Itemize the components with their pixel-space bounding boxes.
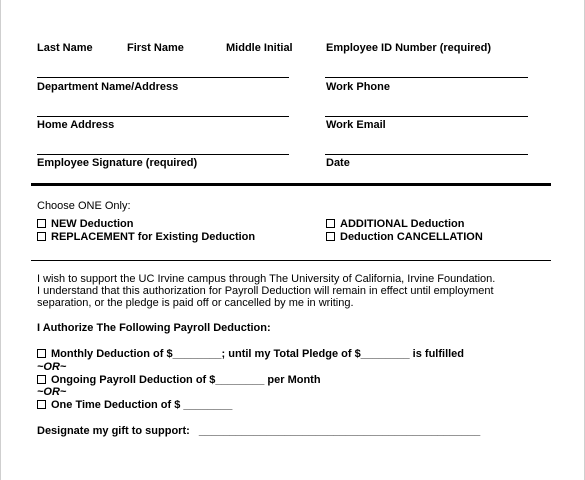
- option-label: Ongoing Payroll Deduction of $________ per Month: [51, 374, 321, 386]
- work-email-label: Work Email: [326, 119, 386, 131]
- statement-line-2: I understand that this authorization for Payroll Deduction will remain in effect until employment: [37, 285, 494, 297]
- last-name-label: Last Name: [37, 42, 93, 54]
- name-input-line[interactable]: [37, 77, 289, 78]
- option-label: Monthly Deduction of $________; until my Total Pledge of $________ is fulfilled: [51, 348, 465, 360]
- checkbox-icon[interactable]: [37, 400, 46, 409]
- authorize-heading: I Authorize The Following Payroll Deduction:: [37, 322, 271, 334]
- section-divider-thin: [31, 260, 551, 261]
- option-one-time-deduction[interactable]: [37, 399, 232, 411]
- page-left-edge: [0, 0, 1, 480]
- option-new-deduction[interactable]: [37, 218, 134, 230]
- checkbox-icon[interactable]: [326, 232, 335, 241]
- checkbox-icon[interactable]: [37, 232, 46, 241]
- checkbox-icon[interactable]: [326, 219, 335, 228]
- home-address-input-line[interactable]: [37, 154, 289, 155]
- statement-line-3: separation, or the pledge is paid off or cancelled by me in writing.: [37, 297, 354, 309]
- section-divider-thick: [31, 183, 551, 186]
- employee-id-label: Employee ID Number (required): [326, 42, 492, 54]
- designate-gift-label: Designate my gift to support:: [37, 425, 190, 437]
- department-label: Department Name/Address: [37, 81, 179, 93]
- work-phone-input-line[interactable]: [325, 116, 528, 117]
- first-name-label: First Name: [127, 42, 184, 54]
- option-deduction-cancellation[interactable]: [326, 231, 483, 243]
- option-label: ADDITIONAL Deduction: [340, 218, 465, 230]
- option-monthly-deduction[interactable]: [37, 348, 464, 360]
- option-label: REPLACEMENT for Existing Deduction: [51, 231, 256, 243]
- option-additional-deduction[interactable]: [326, 218, 464, 230]
- checkbox-icon[interactable]: [37, 375, 46, 384]
- checkbox-icon[interactable]: [37, 219, 46, 228]
- or-separator-2: ~OR~: [37, 386, 67, 398]
- designate-gift-input-line[interactable]: ______________________________________________: [198, 425, 481, 437]
- or-separator-1: ~OR~: [37, 361, 67, 373]
- home-address-label: Home Address: [37, 119, 115, 131]
- signature-label: Employee Signature (required): [37, 157, 198, 169]
- department-input-line[interactable]: [37, 116, 289, 117]
- designate-gift-row[interactable]: [37, 425, 480, 437]
- work-phone-label: Work Phone: [326, 81, 390, 93]
- date-label: Date: [326, 157, 350, 169]
- option-label: One Time Deduction of $ ________: [51, 399, 233, 411]
- option-replacement-deduction[interactable]: [37, 231, 255, 243]
- checkbox-icon[interactable]: [37, 349, 46, 358]
- employee-id-input-line[interactable]: [325, 77, 528, 78]
- middle-initial-label: Middle Initial: [226, 42, 293, 54]
- work-email-input-line[interactable]: [325, 154, 528, 155]
- option-label: NEW Deduction: [51, 218, 134, 230]
- option-label: Deduction CANCELLATION: [340, 231, 483, 243]
- option-ongoing-deduction[interactable]: [37, 374, 321, 386]
- statement-line-1: I wish to support the UC Irvine campus through The University of California, Irvine Foundation.: [37, 273, 496, 285]
- choose-one-heading: Choose ONE Only:: [37, 200, 131, 212]
